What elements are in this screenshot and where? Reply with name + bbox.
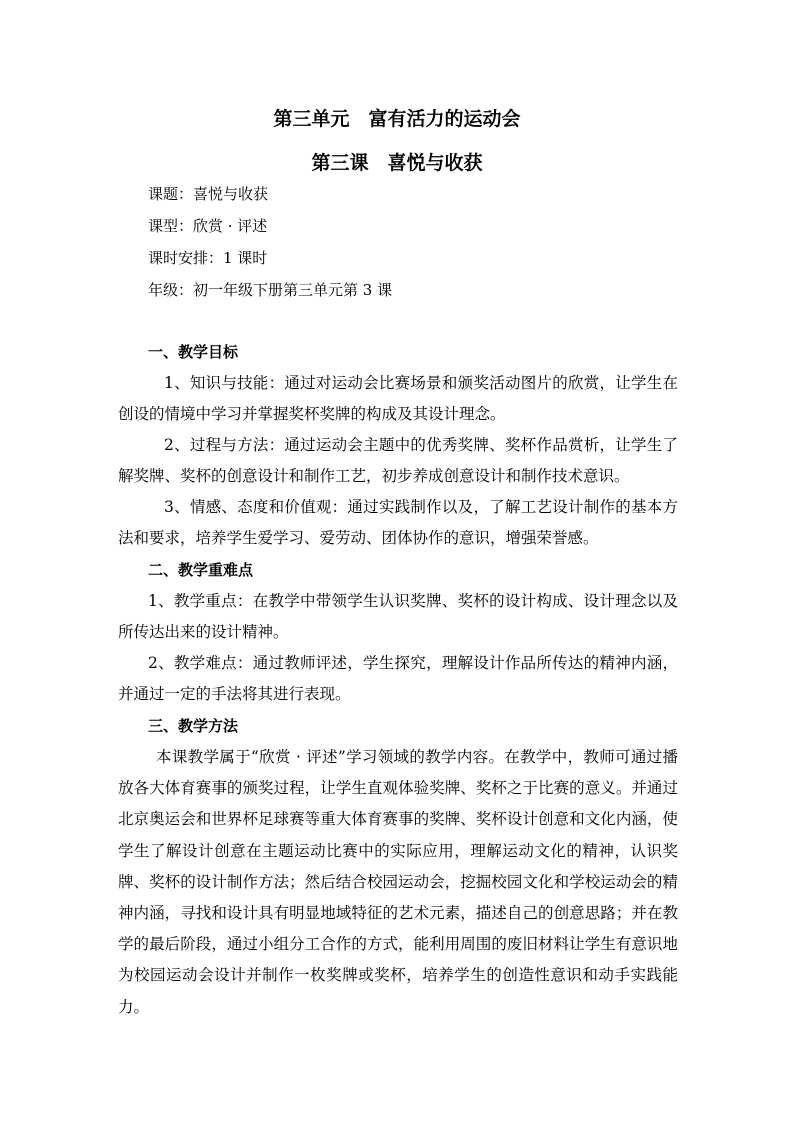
methods-paragraph: 本课教学属于“欣赏 · 评述”学习领域的教学内容。在教学中，教师可通过播放各大体育赛事的颁奖过程，让学生直观体验奖牌、奖杯之于比赛的意义。并通过北京奥运会和世界杯足球赛等重大体育赛事的奖牌、奖杯设计创意和文化内涵，使学生了解设计创意在主题运动比赛中的实际应用，理解运动文化的精神，认识奖牌、奖杯的设计制作方法；然后结合校园运动会，挖掘校园文化和学校运动会的精神内涵，寻找和设计具有明显地域特征的艺术元素，描述自己的创意思路；并在教学的最后阶段，通过小组分工合作的方式，能利用周围的废旧材料让学生有意识地为校园运动会设计并制作一枚奖牌或奖杯，培养学生的创造性意识和动手实践能力。 xyxy=(118,748,678,1016)
key-point-paragraph: 1、教学重点：在教学中带领学生认识奖牌、奖杯的设计构成、设计理念以及所传达出来的设计精神。 xyxy=(118,592,678,642)
objective-paragraph: 2、过程与方法：通过运动会主题中的优秀奖牌、奖杯作品赏析，让学生了解奖牌、奖杯的创意设计和制作工艺，初步养成创意设计和制作技术意识。 xyxy=(118,436,678,486)
lesson-grade: 年级：初一年级下册第三单元第 3 课 xyxy=(148,281,393,299)
objective-paragraph: 3、情感、态度和价值观：通过实践制作以及，了解工艺设计制作的基本方法和要求，培养学生爱学习、爱劳动、团体协作的意识，增强荣誉感。 xyxy=(118,498,678,548)
section-heading-methods: 三、教学方法 xyxy=(148,717,239,735)
unit-title: 第三单元 富有活力的运动会 xyxy=(273,108,521,130)
lesson-topic: 课题：喜悦与收获 xyxy=(148,185,269,203)
lesson-type: 课型：欣赏 · 评述 xyxy=(148,217,268,235)
objective-paragraph: 1、知识与技能：通过对运动会比赛场景和颁奖活动图片的欣赏，让学生在创设的情境中学习并掌握奖杯奖牌的构成及其设计理念。 xyxy=(118,374,678,424)
lesson-schedule: 课时安排：1 课时 xyxy=(148,249,268,267)
section-heading-objectives: 一、教学目标 xyxy=(148,343,239,361)
section-heading-key-points: 二、教学重难点 xyxy=(148,561,254,579)
difficulty-paragraph: 2、教学难点：通过教师评述，学生探究，理解设计作品所传达的精神内涵，并通过一定的手法将其进行表现。 xyxy=(118,654,678,704)
lesson-title: 第三课 喜悦与收获 xyxy=(311,152,483,174)
